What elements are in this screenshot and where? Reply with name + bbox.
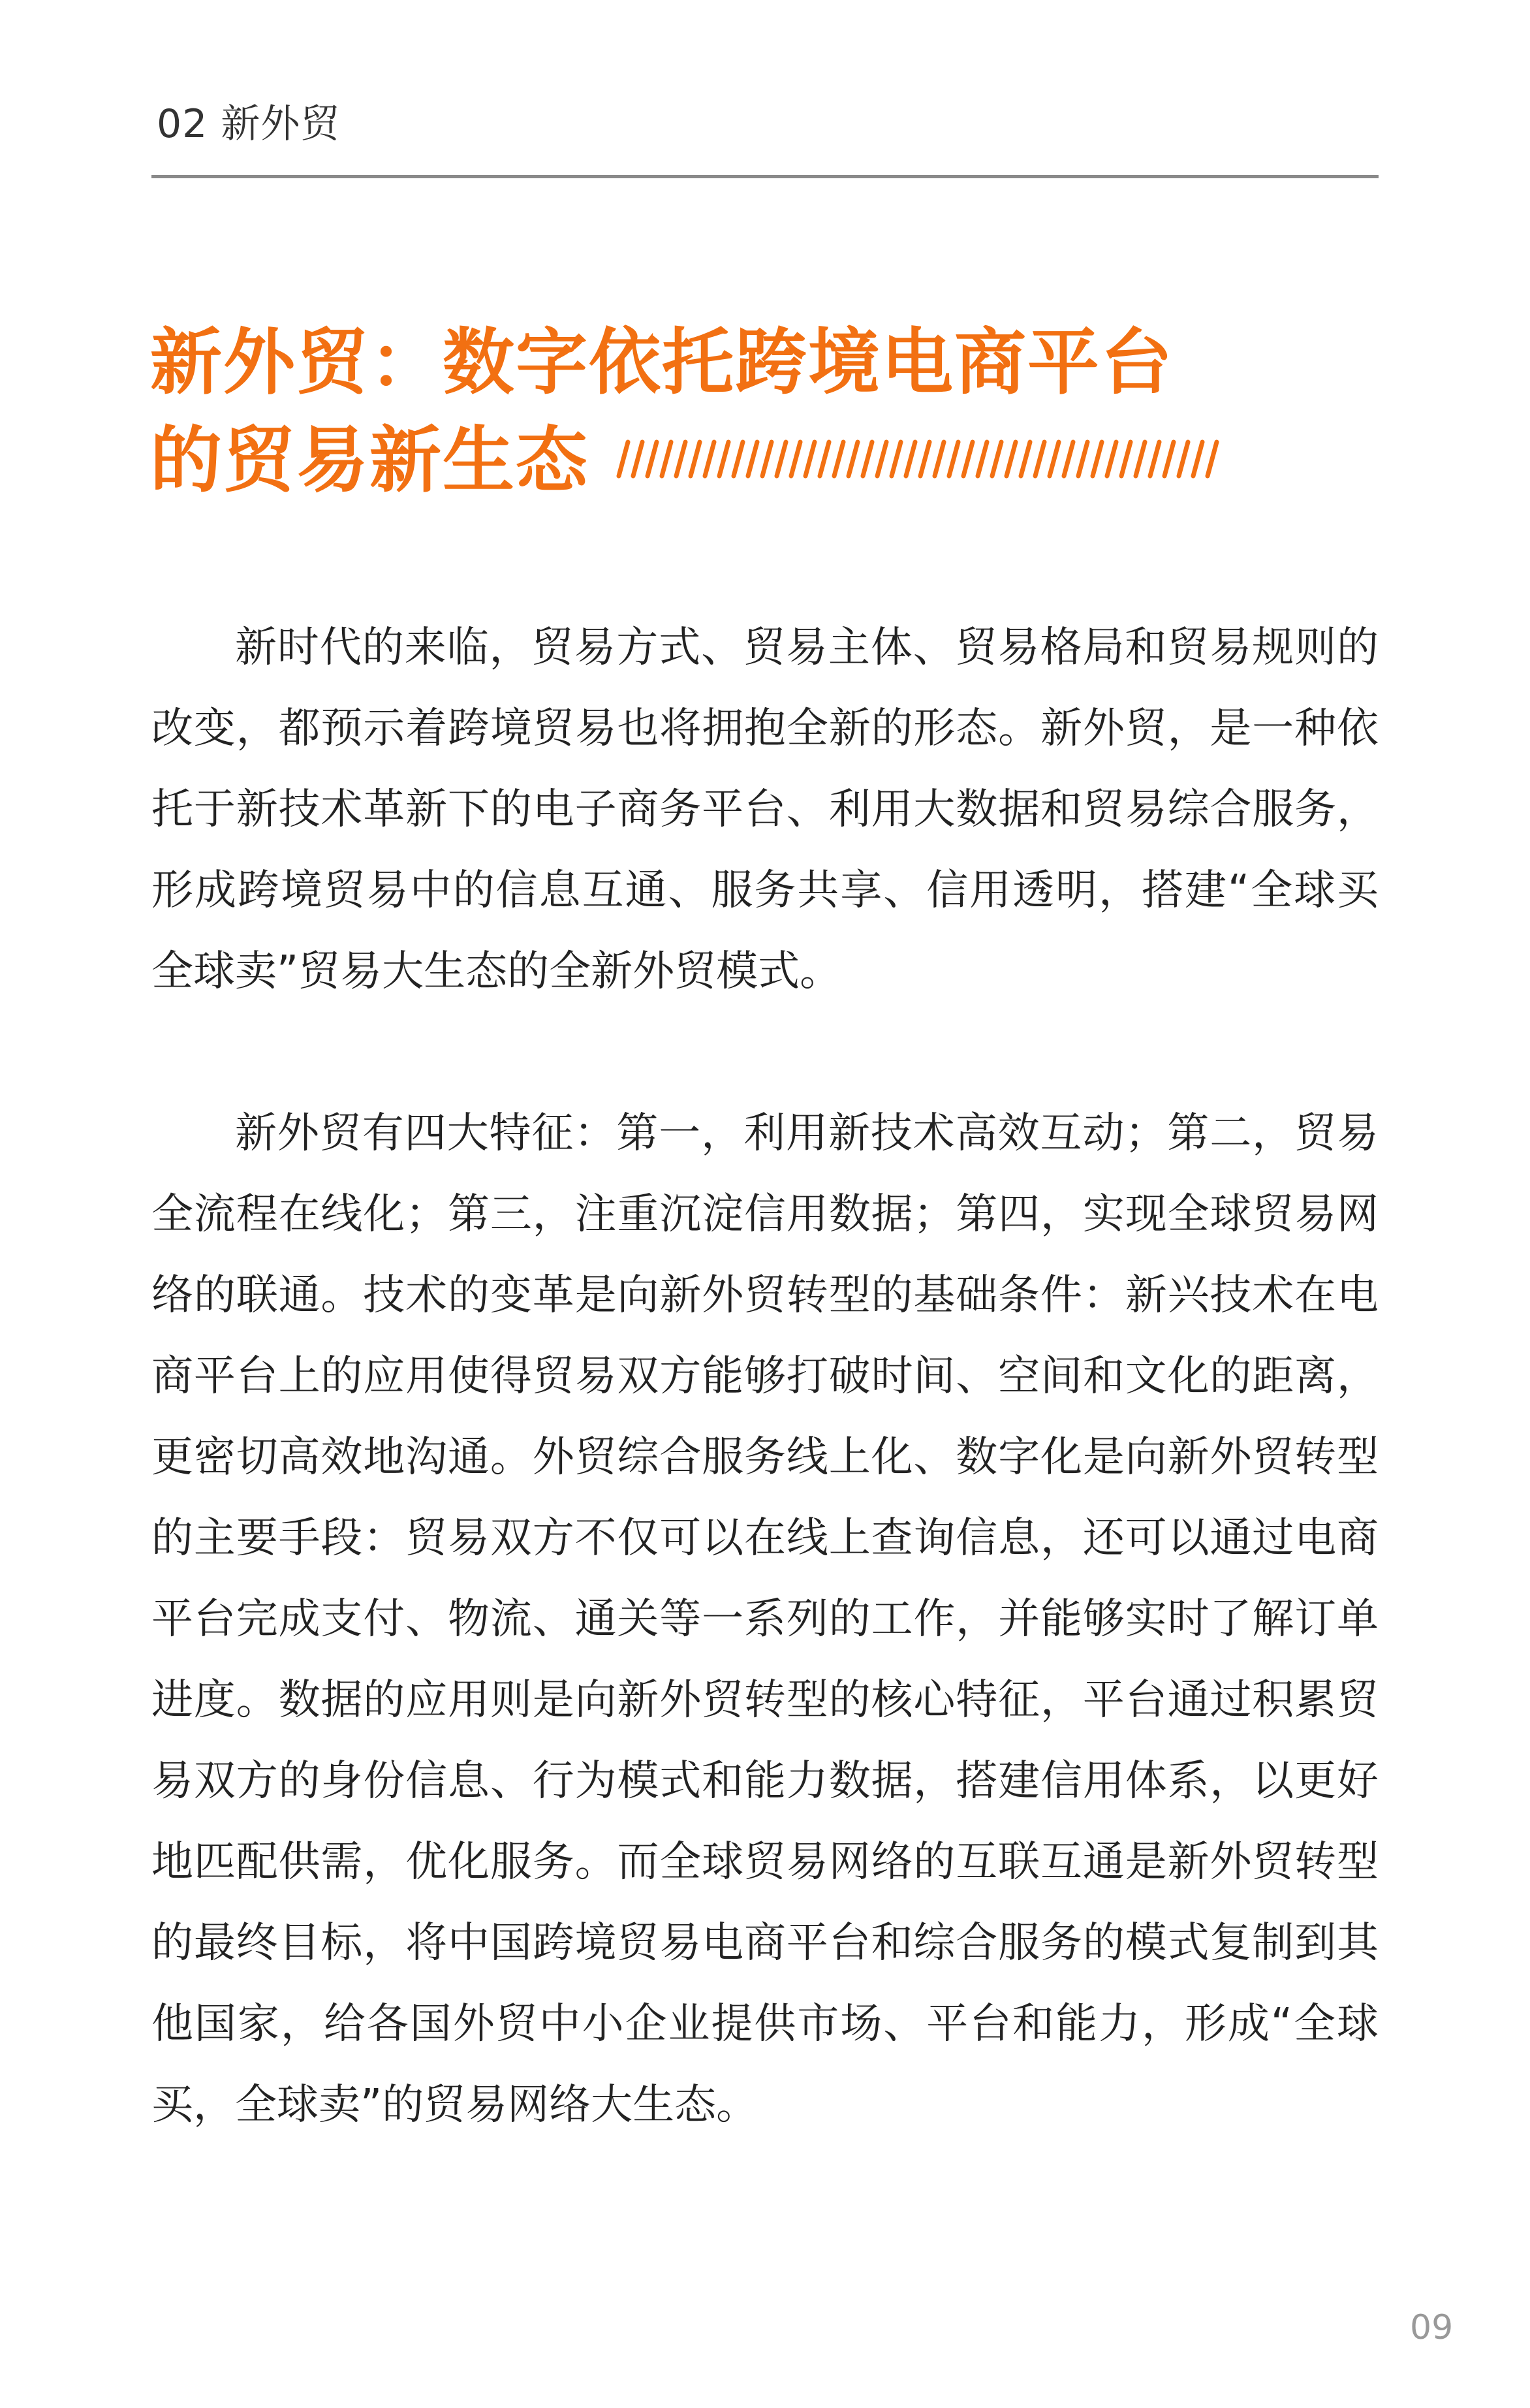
header-divider (151, 175, 1379, 178)
hatch-stroke (619, 442, 628, 476)
hatch-stroke (777, 442, 786, 476)
section-label: 02 新外贸 (157, 101, 341, 147)
page-title (150, 313, 1226, 509)
title-line-2: 的贸易新生态 (150, 419, 589, 502)
hatch-stroke (705, 442, 714, 476)
hatch-stroke (676, 442, 685, 476)
hatch-stroke (791, 442, 800, 476)
hatch-stroke (1208, 442, 1217, 476)
hatch-stroke (920, 442, 929, 476)
hatch-stroke (935, 442, 944, 476)
hatch-stroke (1078, 442, 1087, 476)
title-hatch-decoration (612, 439, 1226, 479)
hatch-stroke (1136, 442, 1145, 476)
hatch-stroke (992, 442, 1001, 476)
hatch-stroke (1050, 442, 1059, 476)
hatch-stroke (662, 442, 671, 476)
article-body (151, 607, 1379, 2146)
title-line-2-wrapper (150, 411, 1226, 509)
hatch-stroke (949, 442, 958, 476)
hatch-stroke (820, 442, 829, 476)
hatch-stroke (1007, 442, 1016, 476)
hatch-stroke (963, 442, 973, 476)
title-line-1: 新外贸：数字依托跨境电商平台 (150, 321, 1174, 404)
hatch-stroke (1035, 442, 1044, 476)
paragraph-1: 新时代的来临，贸易方式、贸易主体、贸易格局和贸易规则的改变，都预示着跨境贸易也将拥抱全新的形态。新外贸，是一种依托于新技术革新下的电子商务平台、利用大数据和贸易综合服务，形成跨境贸易中的信息互通、服务共享、信用透明，搭建“全球买全球卖”贸易大生态的全新外贸模式。 (151, 624, 1379, 996)
hatch-stroke (719, 442, 728, 476)
page-number: 09 (1410, 2308, 1454, 2347)
hatch-stroke (863, 442, 872, 476)
hatch-stroke (648, 442, 657, 476)
hatch-stroke (734, 442, 743, 476)
paragraph-2: 新外贸有四大特征：第一，利用新技术高效互动；第二，贸易全流程在线化；第三，注重沉淀信用数据；第四，实现全球贸易网络的联通。技术的变革是向新外贸转型的基础条件：新兴技术在电商平台上的应用使得贸易双方能够打破时间、空间和文化的距离，更密切高效地沟通。外贸综合服务线上化、数字化是向新外贸转型的主要手段：贸易双方不仅可以在线上查询信息，还可以通过电商平台完成支付、物流、通关等一系列的工作，并能够实时了解订单进度。数据的应用则是向新外贸转型的核心特征，平台通过积累贸易双方的身份信息、行为模式和能力数据，搭建信用体系，以更好地匹配供需，优化服务。而全球贸易网络的互联互通是新外贸转型的最终目标，将中国跨境贸易电商平台和综合服务的模式复制到其他国家，给各国外贸中小企业提供市场、平台和能力，形成“全球买，全球卖”的贸易网络大生态。 (151, 1109, 1379, 2129)
hatch-stroke (1150, 442, 1159, 476)
hatch-stroke (849, 442, 858, 476)
hatch-stroke (978, 442, 987, 476)
hatch-stroke (1179, 442, 1188, 476)
hatch-stroke (834, 442, 843, 476)
hatch-stroke (892, 442, 901, 476)
hatch-stroke (1164, 442, 1174, 476)
hatch-stroke (762, 442, 772, 476)
hatch-stroke (1121, 442, 1131, 476)
hatch-stroke (906, 442, 915, 476)
hatch-stroke (805, 442, 815, 476)
hatch-stroke (633, 442, 642, 476)
hatch-stroke (1107, 442, 1116, 476)
hatch-stroke (1021, 442, 1030, 476)
hatch-stroke (1193, 442, 1202, 476)
hatch-stroke (691, 442, 700, 476)
hatch-stroke (748, 442, 757, 476)
hatch-stroke (877, 442, 886, 476)
hatch-stroke (1093, 442, 1102, 476)
hatch-stroke (1064, 442, 1073, 476)
